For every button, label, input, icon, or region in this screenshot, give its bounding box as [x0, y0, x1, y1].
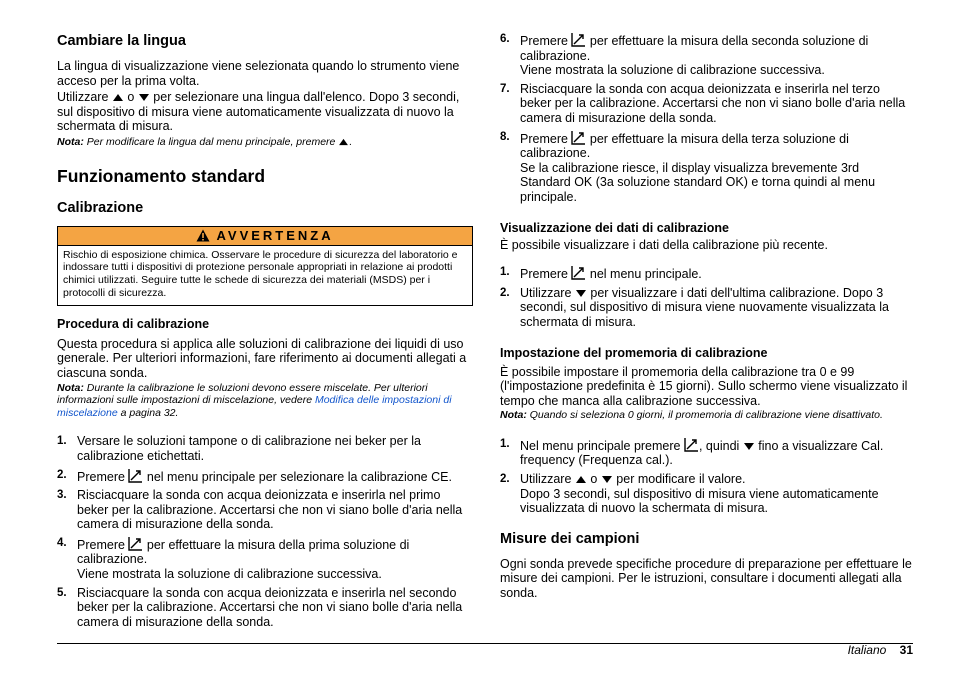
- section-title-calibration: Calibrazione: [57, 199, 144, 216]
- list-item: 7. Risciacquare la sonda con acqua deionizzata e inserirla nel terzo beker per la calibrazione. Accertarsi che non vi siano bolle d'aria nella camera di misurazione della sonda.: [500, 81, 906, 125]
- page-number: 31: [899, 643, 913, 657]
- calibration-icon: [571, 130, 586, 145]
- list-item: 8. Premere per effettuare la misura della terza soluzione di calibrazione. Se la calibrazione riesce, il display visualizza brevemente 3rd Standard OK (3a soluzione standard OK) e torna quindi al menu principale.: [500, 130, 876, 204]
- section-title-language: Cambiare la lingua: [57, 33, 186, 49]
- list-item: 3. Risciacquare la sonda con acqua deionizzata e inserirla nel primo beker per la calibrazione. Accertarsi che non vi siano bolle d'aria nella camera di misurazione della sonda.: [57, 488, 463, 532]
- down-arrow-icon: [743, 442, 755, 451]
- up-arrow-icon: [338, 138, 349, 146]
- warning-header: AVVERTENZA: [58, 227, 472, 246]
- calibration-icon: [684, 437, 699, 452]
- calibration-icon: [128, 468, 143, 483]
- language-paragraph-2: Utilizzare o per selezionare una lingua dall'elenco. Dopo 3 secondi, sul dispositivo di misura viene automaticamente visualizzata di nuovo la schermata di misura.: [57, 90, 460, 134]
- calibration-icon: [128, 536, 143, 551]
- list-item: 1. Nel menu principale premere , quindi fino a visualizzare Cal. frequency (Frequenza cal.).: [500, 437, 884, 468]
- procedure-paragraph: Questa procedura si applica alle soluzioni di calibrazione dei liquidi di uso generale. Per ulteriori informazioni, fare riferimento ai documenti allegati a ciascuna sonda.: [57, 336, 467, 380]
- mixing-settings-link[interactable]: Modifica delle impostazioni di miscelazione: [57, 394, 452, 419]
- section-title-sample-measurements: Misure dei campioni: [500, 530, 640, 547]
- list-item: 2. Premere nel menu principale per selezionare la calibrazione CE.: [57, 468, 452, 484]
- list-item: 5. Risciacquare la sonda con acqua deionizzata e inserirla nel secondo beker per la calibrazione. Accertarsi che non vi siano bolle d'aria nella camera di misurazione della sonda.: [57, 585, 463, 629]
- list-item: 2. Utilizzare o per modificare il valore. Dopo 3 secondi, sul dispositivo di misura viene automaticamente visualizzata di nuovo la schermata di misura.: [500, 472, 879, 516]
- list-item: 6. Premere per effettuare la misura della seconda soluzione di calibrazione. Viene mostrata la soluzione di calibrazione successiva.: [500, 33, 869, 78]
- list-item: 4. Premere per effettuare la misura della prima soluzione di calibrazione. Viene mostrata la soluzione di calibrazione successiva.: [57, 536, 410, 582]
- calibration-steps-right: [500, 32, 912, 205]
- section-title-view-calibration: Visualizzazione dei dati di calibrazione: [500, 220, 729, 235]
- section-title-standard-operation: Funzionamento standard: [57, 165, 266, 186]
- warning-box: [57, 226, 473, 306]
- language-note: Nota: Per modificare la lingua dal menu principale, premere .: [57, 135, 353, 148]
- down-arrow-icon: [575, 289, 587, 298]
- footer-language: Italiano: [847, 643, 887, 657]
- reminder-steps: [500, 437, 912, 516]
- down-arrow-icon: [138, 93, 150, 102]
- calibration-icon: [571, 32, 586, 47]
- left-column: [57, 28, 473, 629]
- down-arrow-icon: [601, 475, 613, 484]
- footer-rule: [57, 643, 913, 644]
- view-calibration-paragraph: È possibile visualizzare i dati della calibrazione più recente.: [500, 237, 828, 252]
- section-title-reminder: Impostazione del promemoria di calibrazione: [500, 345, 768, 360]
- warning-triangle-icon: [196, 229, 210, 242]
- reminder-paragraph: È possibile impostare il promemoria della calibrazione tra 0 e 99 (l'impostazione predefinita è 15 giorni). Sullo schermo viene visualizzato il tempo che manca alla calibrazione successiva.: [500, 364, 908, 408]
- list-item: 2. Utilizzare per visualizzare i dati dell'ultima calibrazione. Dopo 3 secondi, sul dispositivo di misura viene nuovamente visualizzata la schermata di misura.: [500, 285, 889, 329]
- calibration-icon: [571, 265, 586, 280]
- list-item: 1. Versare le soluzioni tampone o di calibrazione nei beker per la calibrazione etichettati.: [57, 434, 421, 463]
- reminder-note: Nota: Quando si seleziona 0 giorni, il promemoria di calibrazione viene disattivato.: [500, 409, 883, 422]
- view-calibration-steps: [500, 265, 912, 329]
- list-item: 1. Premere nel menu principale.: [500, 266, 702, 282]
- calibration-steps-left: [57, 434, 473, 629]
- section-title-procedure: Procedura di calibrazione: [57, 316, 210, 331]
- sample-measurements-paragraph: Ogni sonda prevede specifiche procedure di preparazione per effettuare le misure dei campioni. Per le istruzioni, consultare i documenti allegati alla sonda.: [500, 556, 912, 601]
- procedure-note: Nota: Durante la calibrazione le soluzioni devono essere miscelate. Per ulteriori informazioni sulle impostazioni di miscelazione, vedere Modifica delle impostazioni di miscelazione a pagina 32.: [57, 381, 452, 419]
- up-arrow-icon: [112, 93, 124, 102]
- warning-text: Rischio di esposizione chimica. Osservare le procedure di sicurezza del laboratorio e indossare tutti i dispositivi di protezione personale appropriati in relazione ai prodotti chimici utilizzati. Seguire tutte le schede di sicurezza dei materiali (MSDS) per i protocolli di sicurezza.: [63, 248, 458, 299]
- right-column: [500, 28, 912, 601]
- page-footer: [848, 643, 913, 657]
- language-paragraph-1: La lingua di visualizzazione viene selezionata quando lo strumento viene acceso per la prima volta.: [57, 59, 460, 88]
- up-arrow-icon: [575, 475, 587, 484]
